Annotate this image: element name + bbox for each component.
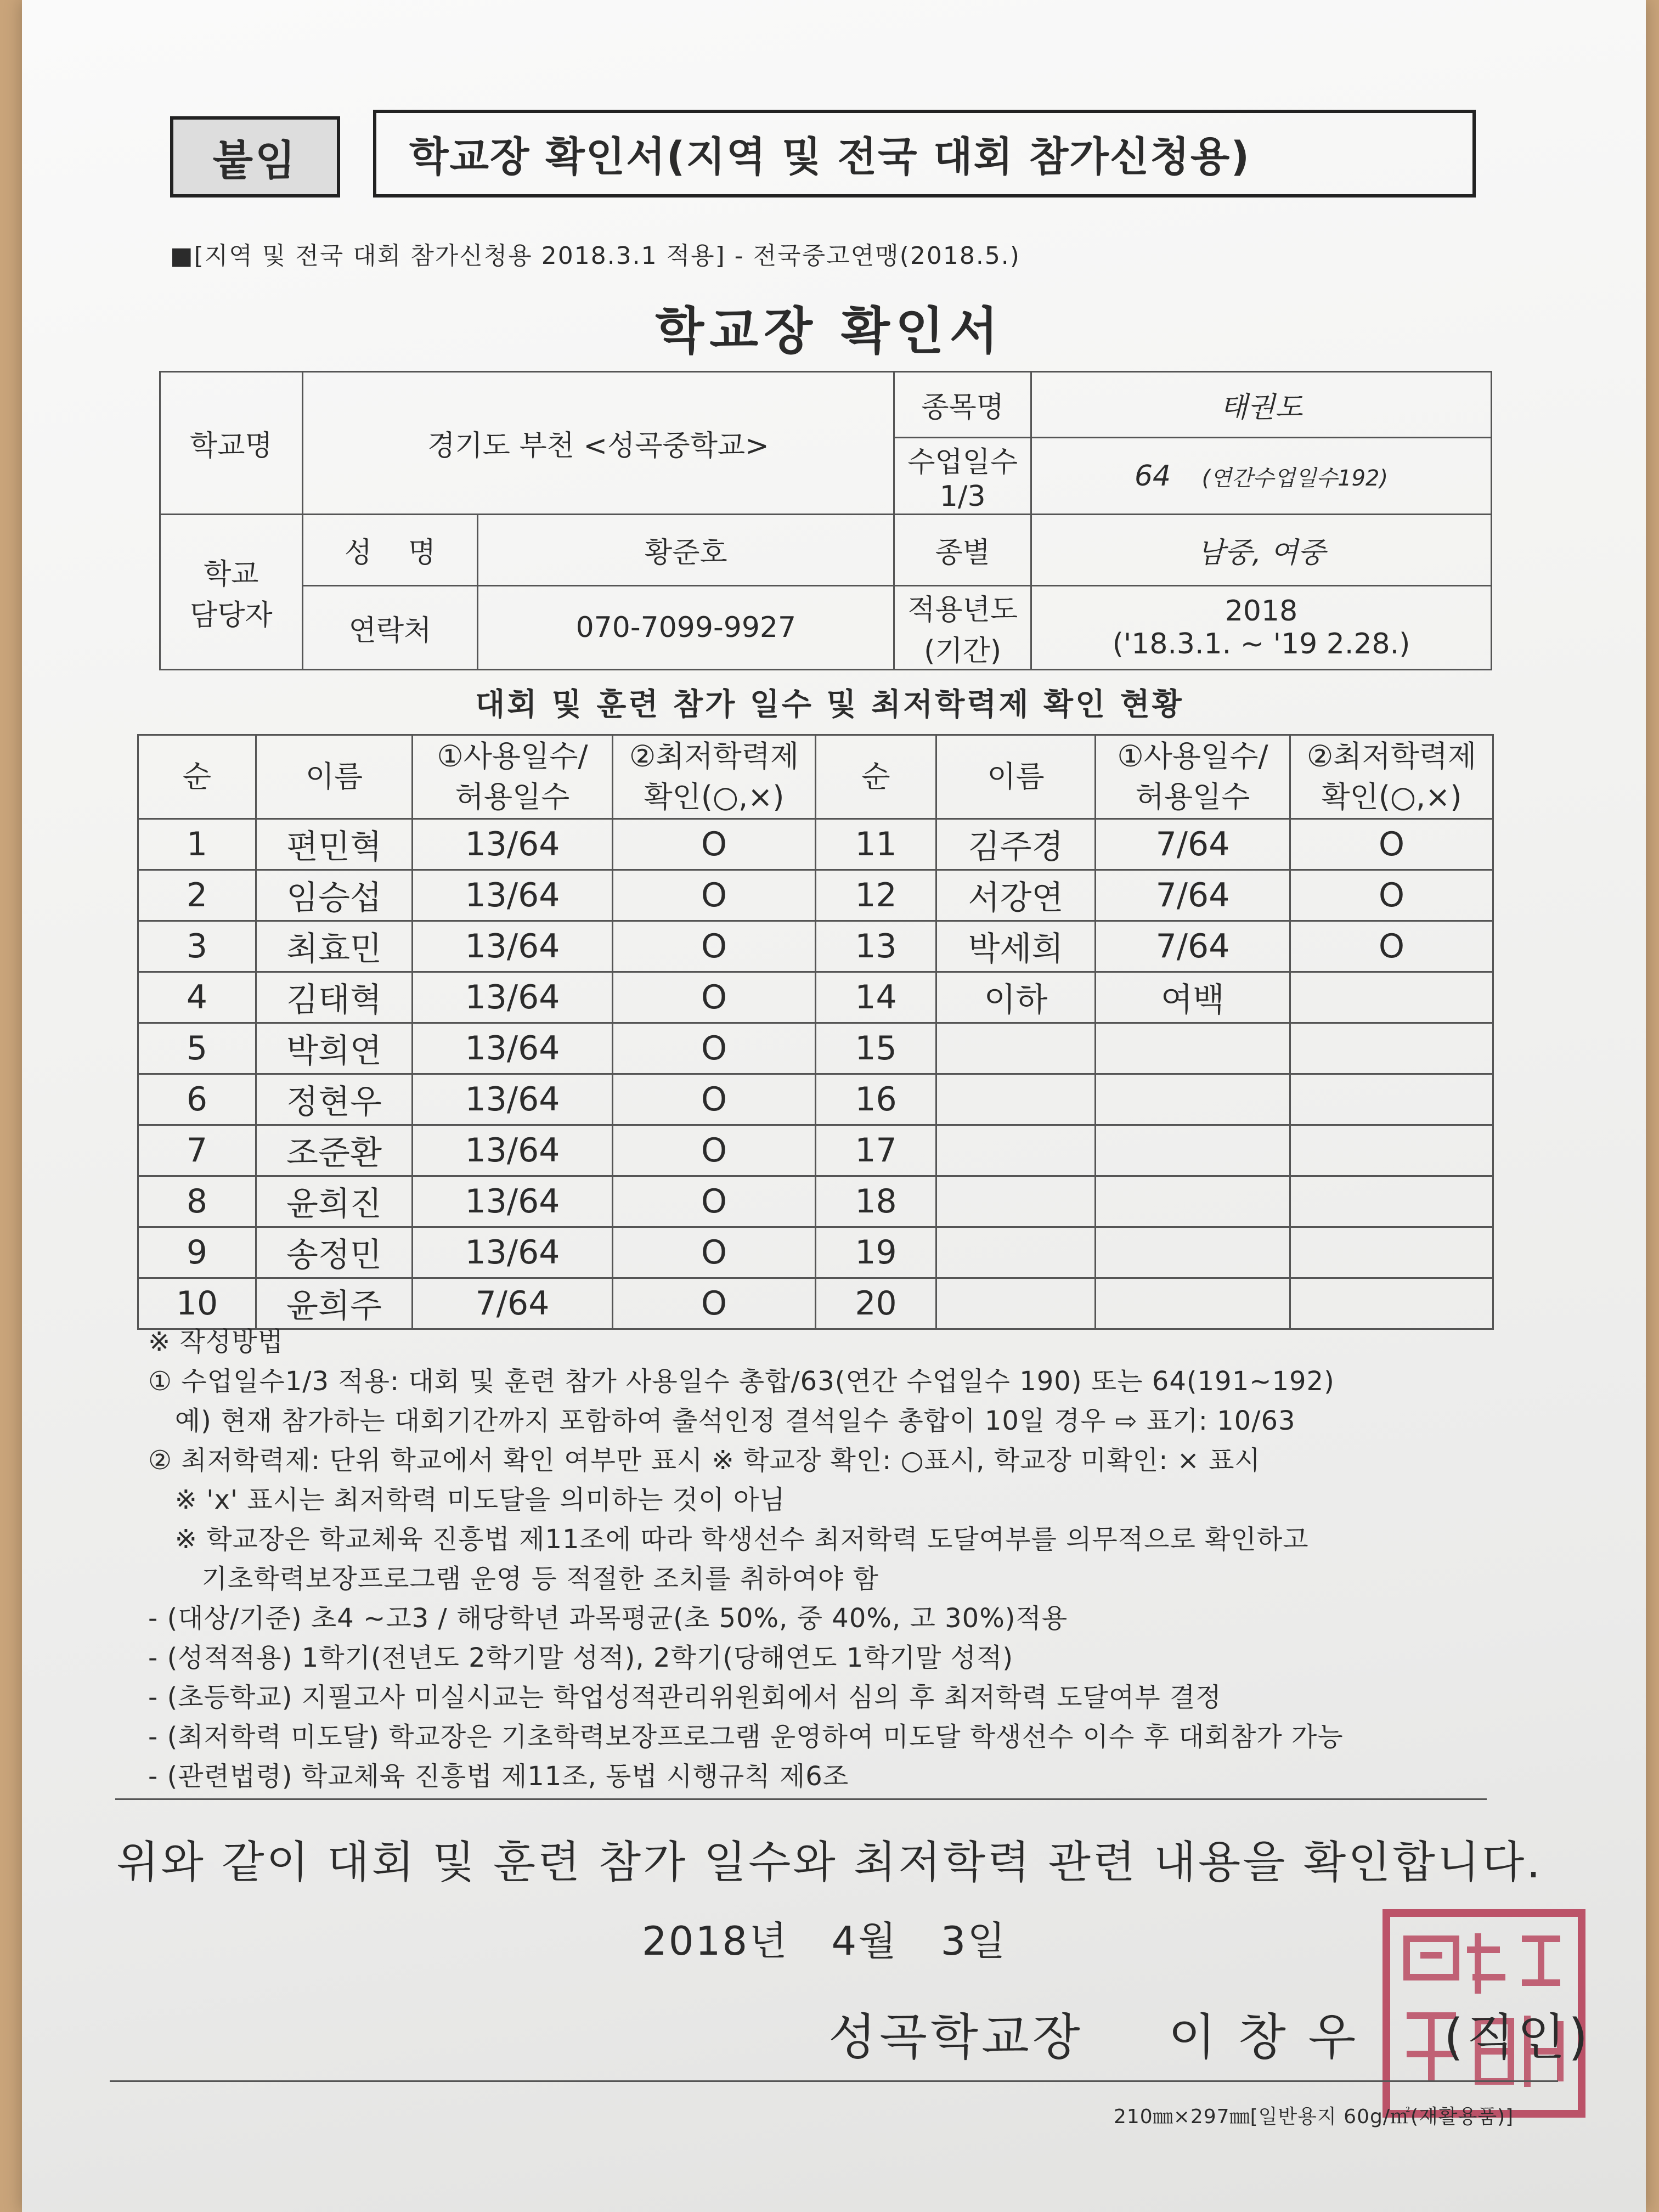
school-name-value: 경기도 부천 <성곡중학교> [302, 372, 894, 515]
right-no: 11 [816, 819, 936, 870]
table-row [138, 1023, 1493, 1074]
contact-label: 연락처 [302, 586, 478, 670]
note-line: 기초학력보장프로그램 운영 등 적절한 조치를 취하여야 함 [148, 1564, 879, 1594]
apply-year-label-line2: (기간) [924, 635, 1002, 668]
right-check: O [1290, 819, 1493, 870]
left-check: O [613, 870, 816, 921]
apply-year-value [1031, 586, 1492, 670]
status-section-title: 대회 및 훈련 참가 일수 및 최저학력제 확인 현황 [475, 687, 1184, 723]
right-no: 20 [816, 1278, 936, 1329]
right-check [1290, 1125, 1493, 1176]
col-check-right-line2: 확인(○,×) [1321, 780, 1462, 814]
left-no: 8 [138, 1176, 256, 1227]
left-name: 조준환 [256, 1125, 413, 1176]
col-days-line2: 허용일수 [455, 780, 570, 814]
document-title: 학교장 확인서 [655, 302, 1004, 360]
right-check [1290, 1227, 1493, 1278]
table-row [138, 1125, 1493, 1176]
left-name: 임승섭 [256, 870, 413, 921]
right-days [1096, 1074, 1290, 1125]
left-no: 5 [138, 1023, 256, 1074]
note-line: - (대상/기준) 초4 ~고3 / 해당학년 과목평균(초 50%, 중 40%, 고 30%)적용 [148, 1603, 1068, 1634]
manager-label-line2: 담당자 [189, 599, 273, 632]
right-days [1096, 1227, 1290, 1278]
col-no-right: 순 [816, 735, 936, 819]
left-check: O [613, 1125, 816, 1176]
bottom-divider [110, 2080, 1558, 2082]
confirmation-statement: 위와 같이 대회 및 훈련 참가 일수와 최저학력 관련 내용을 확인합니다. [116, 1837, 1543, 1888]
right-name [936, 1125, 1096, 1176]
left-no: 3 [138, 921, 256, 972]
right-days [1096, 1278, 1290, 1329]
right-name [936, 1176, 1096, 1227]
left-days: 13/64 [413, 921, 613, 972]
manager-label-line1: 학교 [204, 558, 259, 591]
left-no: 10 [138, 1278, 256, 1329]
right-no: 15 [816, 1023, 936, 1074]
participation-table [137, 734, 1494, 1330]
note-line: ※ 작성방법 [148, 1327, 284, 1357]
applicability-line: ■[지역 및 전국 대회 참가신청용 2018.3.1 적용] - 전국중고연맹(2018.5.) [170, 242, 1020, 270]
class-days-note: (연간수업일수192) [1201, 465, 1389, 491]
table-row [138, 1227, 1493, 1278]
left-days: 13/64 [413, 870, 613, 921]
division-value: 남중, 여중 [1031, 515, 1492, 586]
left-name: 정현우 [256, 1074, 413, 1125]
right-check [1290, 1074, 1493, 1125]
left-name: 박희연 [256, 1023, 413, 1074]
note-line: ※ 학교장은 학교체육 진흥법 제11조에 따라 학생선수 최저학력 도달여부를 의무적으로 확인하고 [148, 1524, 1309, 1555]
left-days: 7/64 [413, 1278, 613, 1329]
right-check [1290, 972, 1493, 1023]
right-name: 서강연 [936, 870, 1096, 921]
left-check: O [613, 1227, 816, 1278]
left-check: O [613, 921, 816, 972]
left-check: O [613, 1074, 816, 1125]
left-days: 13/64 [413, 972, 613, 1023]
col-days-line1: ①사용일수/ [437, 739, 588, 774]
left-name: 최효민 [256, 921, 413, 972]
col-name-right: 이름 [936, 735, 1096, 819]
principal-title: 성곡학교장 [828, 2008, 1084, 2066]
col-check-right [1290, 735, 1493, 819]
right-days [1096, 1023, 1290, 1074]
right-days: 7/64 [1096, 870, 1290, 921]
class-days-label-line1: 수업일수 [907, 446, 1018, 479]
table-row [138, 1074, 1493, 1125]
right-days [1096, 1176, 1290, 1227]
sport-label: 종목명 [894, 372, 1031, 438]
right-no: 19 [816, 1227, 936, 1278]
col-check-line1: ②최저학력제 [629, 739, 799, 774]
right-name: 김주경 [936, 819, 1096, 870]
right-check: O [1290, 921, 1493, 972]
right-name [936, 1278, 1096, 1329]
left-name: 윤희진 [256, 1176, 413, 1227]
manager-name-label: 성 명 [302, 515, 478, 586]
right-name [936, 1227, 1096, 1278]
table-row [138, 1278, 1493, 1329]
right-no: 18 [816, 1176, 936, 1227]
paper-spec-footer: 210㎜×297㎜[일반용지 60g/㎡(재활용품)] [1114, 2106, 1514, 2128]
class-days-number: 64 [1134, 459, 1171, 493]
col-days [413, 735, 613, 819]
apply-year-number: 2018 [1224, 595, 1298, 628]
col-days-right [1096, 735, 1290, 819]
right-name [936, 1074, 1096, 1125]
right-no: 17 [816, 1125, 936, 1176]
left-days: 13/64 [413, 1176, 613, 1227]
right-name: 박세희 [936, 921, 1096, 972]
right-check [1290, 1023, 1493, 1074]
table-row [138, 819, 1493, 870]
table-row [138, 1176, 1493, 1227]
right-no: 12 [816, 870, 936, 921]
left-days: 13/64 [413, 1227, 613, 1278]
left-check: O [613, 972, 816, 1023]
right-check [1290, 1176, 1493, 1227]
right-days: 7/64 [1096, 819, 1290, 870]
class-days-label [894, 438, 1031, 515]
apply-year-label [894, 586, 1031, 670]
right-no: 14 [816, 972, 936, 1023]
col-check [613, 735, 816, 819]
right-check: O [1290, 870, 1493, 921]
note-line: ※ 'x' 표시는 최저학력 미도달을 의미하는 것이 아님 [148, 1485, 786, 1515]
manager-label [160, 515, 303, 670]
left-check: O [613, 1278, 816, 1329]
note-line: - (관련법령) 학교체육 진흥법 제11조, 동법 시행규칙 제6조 [148, 1761, 849, 1792]
school-info-table [159, 371, 1492, 670]
left-no: 6 [138, 1074, 256, 1125]
right-name: 이하 [936, 972, 1096, 1023]
left-name: 윤희주 [256, 1278, 413, 1329]
table-header-row [138, 735, 1493, 819]
manager-name-value: 황준호 [478, 515, 894, 586]
right-no: 13 [816, 921, 936, 972]
attachment-badge [170, 116, 340, 198]
divider-line [115, 1798, 1487, 1800]
sport-value: 태권도 [1031, 372, 1492, 438]
col-days-right-line1: ①사용일수/ [1117, 739, 1268, 774]
seal-label: (직인) [1443, 2008, 1592, 2066]
issue-date: 2018년 4월 3일 [642, 1918, 1007, 1964]
left-days: 13/64 [413, 819, 613, 870]
contact-value: 070-7099-9927 [478, 586, 894, 670]
left-days: 13/64 [413, 1023, 613, 1074]
left-check: O [613, 1023, 816, 1074]
badge-label: 붙임 [212, 136, 298, 185]
left-no: 2 [138, 870, 256, 921]
left-name: 편민혁 [256, 819, 413, 870]
col-days-right-line2: 허용일수 [1135, 780, 1250, 814]
left-no: 9 [138, 1227, 256, 1278]
note-line: - (성적적용) 1학기(전년도 2학기말 성적), 2학기(당해연도 1학기말 성적) [148, 1643, 1014, 1673]
table-row [138, 972, 1493, 1023]
left-check: O [613, 1176, 816, 1227]
header-title-box [373, 110, 1476, 198]
class-days-label-line2: 1/3 [939, 480, 986, 513]
left-no: 1 [138, 819, 256, 870]
principal-name: 이 창 우 [1168, 2008, 1359, 2066]
apply-year-label-line1: 적용년도 [907, 594, 1018, 627]
header-title: 학교장 확인서(지역 및 전국 대회 참가신청용) [409, 133, 1251, 180]
left-check: O [613, 819, 816, 870]
right-days: 7/64 [1096, 921, 1290, 972]
right-days: 여백 [1096, 972, 1290, 1023]
note-line: ① 수업일수1/3 적용: 대회 및 훈련 참가 사용일수 총합/63(연간 수업일수 190) 또는 64(191~192) [148, 1366, 1335, 1397]
note-line: 예) 현재 참가하는 대회기간까지 포함하여 출석인정 결석일수 총합이 10일 경우 ⇨ 표기: 10/63 [148, 1406, 1296, 1436]
right-days [1096, 1125, 1290, 1176]
left-days: 13/64 [413, 1074, 613, 1125]
note-line: ② 최저학력제: 단위 학교에서 확인 여부만 표시 ※ 학교장 확인: ○표시, 학교장 미확인: × 표시 [148, 1445, 1261, 1476]
class-days-value [1031, 438, 1492, 515]
left-no: 4 [138, 972, 256, 1023]
right-check [1290, 1278, 1493, 1329]
col-check-line2: 확인(○,×) [644, 780, 785, 814]
col-no: 순 [138, 735, 256, 819]
school-name-label: 학교명 [160, 372, 303, 515]
col-check-right-line1: ②최저학력제 [1306, 739, 1477, 774]
left-name: 김태혁 [256, 972, 413, 1023]
note-line: - (초등학교) 지필고사 미실시교는 학업성적관리위원회에서 심의 후 최저학력 도달여부 결정 [148, 1682, 1222, 1713]
apply-year-period: ('18.3.1. ~ '19 2.28.) [1112, 628, 1410, 661]
instructions-block [148, 1322, 1344, 1796]
left-no: 7 [138, 1125, 256, 1176]
left-name: 송정민 [256, 1227, 413, 1278]
col-name: 이름 [256, 735, 413, 819]
table-row [138, 921, 1493, 972]
note-line: - (최저학력 미도달) 학교장은 기초학력보장프로그램 운영하여 미도달 학생선수 이수 후 대회참가 가능 [148, 1722, 1344, 1752]
division-label: 종별 [894, 515, 1031, 586]
left-days: 13/64 [413, 1125, 613, 1176]
table-row [138, 870, 1493, 921]
right-name [936, 1023, 1096, 1074]
signature-line [828, 1997, 1591, 2068]
right-no: 16 [816, 1074, 936, 1125]
